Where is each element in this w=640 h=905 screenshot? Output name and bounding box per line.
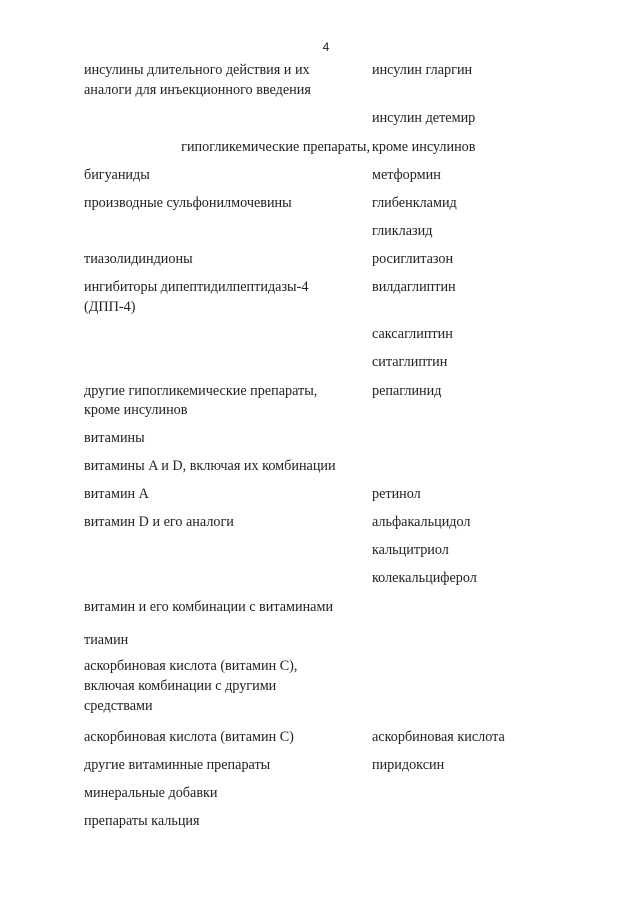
- drug-name: инсулин детемир: [372, 110, 476, 126]
- group-name: средствами: [84, 698, 153, 714]
- section-heading: гипогликемические препараты,: [181, 139, 370, 155]
- group-name: производные сульфонилмочевины: [84, 195, 292, 211]
- group-name: витамин D и его аналоги: [84, 514, 234, 530]
- group-name: витамины: [84, 430, 145, 446]
- group-name: аналоги для инъекционного введения: [84, 82, 311, 98]
- group-name: витамины A и D, включая их комбинации: [84, 458, 336, 474]
- drug-name: репаглинид: [372, 383, 442, 399]
- group-name: витамин и его комбинации с витаминами: [84, 599, 334, 615]
- group-name: аскорбиновая кислота (витамин C): [84, 729, 294, 745]
- group-name: инсулины длительного действия и их: [84, 62, 310, 78]
- group-name: витамин A: [84, 486, 149, 502]
- group-name: ингибиторы дипептидилпептидазы-4: [84, 279, 309, 295]
- drug-name: росиглитазон: [372, 251, 454, 267]
- group-name: включая комбинации с другими: [84, 678, 277, 694]
- group-name: другие гипогликемические препараты,: [84, 383, 318, 399]
- drug-name: пиридоксин: [372, 757, 445, 773]
- drug-name: вилдаглиптин: [372, 279, 456, 295]
- group-name: другие витаминные препараты: [84, 757, 271, 773]
- drug-name: саксаглиптин: [372, 326, 453, 342]
- drug-name: метформин: [372, 167, 441, 183]
- group-name: тиамин: [84, 632, 129, 648]
- drug-name: ретинол: [372, 486, 421, 502]
- drug-name: глибенкламид: [372, 195, 457, 211]
- group-name: препараты кальция: [84, 813, 200, 829]
- group-name: (ДПП-4): [84, 299, 136, 315]
- group-name: тиазолидиндионы: [84, 251, 193, 267]
- group-name: аскорбиновая кислота (витамин C),: [84, 658, 298, 674]
- group-name: минеральные добавки: [84, 785, 218, 801]
- group-name: бигуаниды: [84, 167, 150, 183]
- drug-name: инсулин гларгин: [372, 62, 473, 78]
- drug-name: альфакальцидол: [372, 514, 471, 530]
- group-name: кроме инсулинов: [84, 402, 188, 418]
- drug-name: гликлазид: [372, 223, 433, 239]
- drug-name: колекальциферол: [372, 570, 477, 586]
- drug-name: ситаглиптин: [372, 354, 448, 370]
- drug-name: кальцитриол: [372, 542, 449, 558]
- section-heading-continued: кроме инсулинов: [372, 139, 476, 155]
- drug-name: аскорбиновая кислота: [372, 729, 505, 745]
- page-number: 4: [322, 40, 330, 54]
